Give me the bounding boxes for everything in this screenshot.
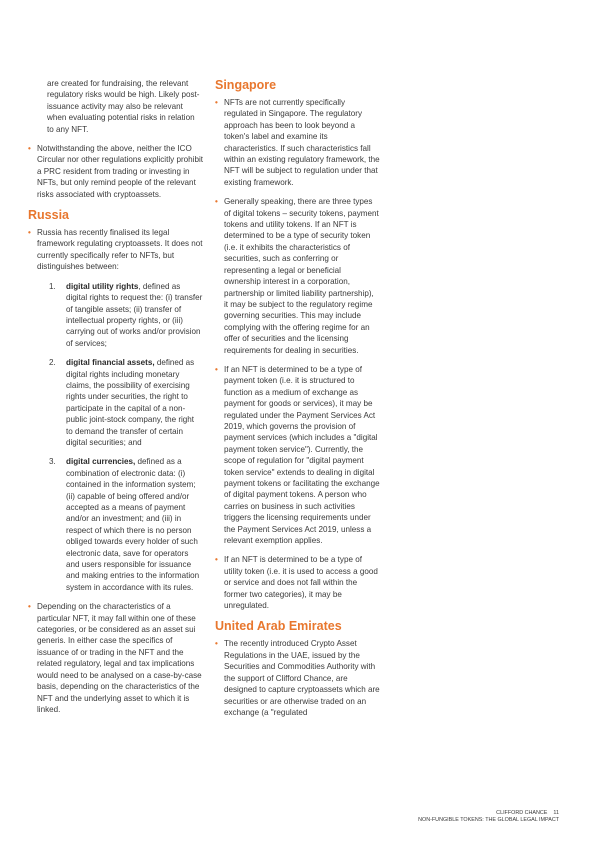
list-term: digital currencies, (66, 457, 136, 467)
left-column (28, 78, 203, 723)
russia-numbered-list (28, 281, 203, 594)
singapore-bullet-3: • If an NFT is determined to be a type of payment token (i.e. it is structured to function as a medium of exchange as payment for goods or services), it may be regulated under the Payment Services Act 2019, which governs the provision of payment services (which includes a "digital payment token service"). Currently, the scope of regulation for "digital payment token service" extends to dealing in digital payment tokens or facilitating the exchange of digital payment tokens. A person who carries on business in such activities triggers the licensing requirements under the Payment Services Act 2019, unless a relevant exemption applies. (215, 364, 380, 547)
list-term: digital financial assets, (66, 358, 155, 368)
singapore-bullet-1: • NFTs are not currently specifically regulated in Singapore. The regulatory approach has been to look beyond a token's label and examine its characteristics. If such characteristics fall within an existing regulatory framework, the NFT will be subject to regulation under that existing framework. (215, 97, 380, 188)
russia-heading: Russia (28, 208, 69, 223)
list-term: digital utility rights (66, 281, 139, 291)
list-text: defined as a combination of electronic data: (i) contained in the information system; (ii) capable of being offered and/or accepted as a means of payment and/or an investment; and (iii) in respect of which there is no person obliged towards every holder of such electronic data, save for operators and users responsible for issuance and making entries to the information system in accordance with its rules. (66, 457, 200, 592)
list-number: 3. (49, 457, 56, 467)
page-footer (418, 810, 559, 824)
singapore-bullet-4: • If an NFT is determined to be a type of utility token (i.e. it is used to access a good or service and does not fall within the former two categories), it may be unregulated. (215, 554, 380, 611)
russia-bullet-2: • Depending on the characteristics of a particular NFT, it may fall within one of these categories, or be considered as an asset sui generis. In either case the specifics of issuance of or trading in the NFT and the related regulatory, legal and tax implications would need to be analysed on a case-by-case basis, depending on the characteristics of the NFT and the underlying asset to which it is linked. (28, 601, 203, 715)
firm-name: CLIFFORD CHANCE (496, 810, 548, 816)
list-text: defined as digital rights including monetary claims, the possibility of exercising rights under securities, the right to participate in the capital of a non-public joint-stock company, the right to demand the transfer of certain digital securities; and (66, 358, 195, 447)
list-text: , defined as digital rights to request the: (i) transfer of tangible assets; (ii) transfer of intellectual property rights, or (iii) carrying out of works and/or provision of services; (66, 281, 203, 348)
uae-heading: United Arab Emirates (215, 619, 342, 634)
china-bullet-2: • Notwithstanding the above, neither the ICO Circular nor other regulations explicitly prohibit a PRC resident from trading or investing in NFTs, but only remind people of the relevant risks associated with cryptoassets. (28, 143, 203, 200)
singapore-bullet-2: • Generally speaking, there are three types of digital tokens – security tokens, payment tokens and utility tokens. If an NFT is determined to be a type of security token (i.e. it exhibits the characteristics of securities, such as conferring or representing a legal or beneficial ownership interest in a corporation, partnership or limited liability partnership), it may be subject to the regulatory regime governing securities. This may include complying with the offering regime for an offer of securities and the licensing requirements for dealing in securities. (215, 196, 380, 356)
russia-bullet-1: • Russia has recently finalised its legal framework regulating cryptoassets. It does not currently specifically refer to NFTs, but distinguishes between: (28, 227, 203, 273)
list-item (28, 456, 203, 593)
footer-line-1 (418, 810, 559, 817)
list-item (28, 357, 203, 448)
list-item (28, 281, 203, 349)
list-number: 1. (49, 281, 56, 291)
page-number: 11 (553, 810, 559, 816)
list-number: 2. (49, 358, 56, 368)
right-column (215, 78, 380, 726)
publication-title: NON-FUNGIBLE TOKENS: THE GLOBAL LEGAL IMPACT (418, 817, 559, 823)
paragraph-continuation: are created for fundraising, the relevant regulatory risks would be high. Likely post-issuance activity may also be relevant when evaluating potential risks in relation to any NFT. (47, 79, 200, 134)
singapore-heading: Singapore (215, 78, 277, 92)
uae-bullet-1: • The recently introduced Crypto Asset Regulations in the UAE, issued by the Securities and Commodities Authority with the support of Clifford Chance, are designed to capture cryptoassets which are securities or are otherwise traded on an exchange (a "regulated (215, 638, 380, 718)
